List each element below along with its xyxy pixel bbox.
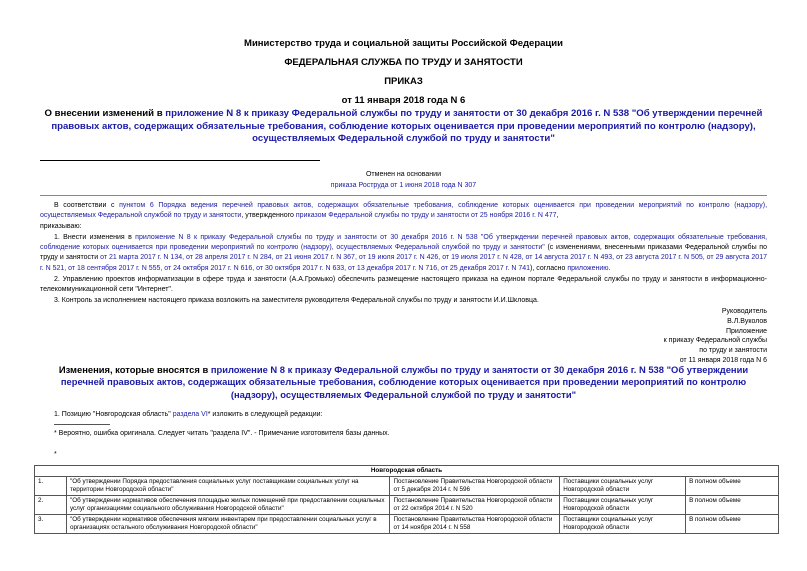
subjects: Поставщики социальных услуг Новгородской области	[560, 515, 686, 534]
preamble-text-1: В соответствии с	[54, 202, 120, 209]
footnote-rule	[54, 424, 110, 425]
preamble-paragraph	[40, 201, 767, 221]
change1-text-1: 1. Позицию "Новгородская область"	[54, 411, 173, 418]
change1-text-2: * изложить в следующей редакции:	[207, 411, 323, 418]
scope: В полном объеме	[686, 496, 779, 515]
item1-text-4: .	[608, 264, 611, 272]
row-number: 3.	[35, 515, 67, 534]
footnote-text: * Вероятно, ошибка оригинала. Следует читать "раздела IV". - Примечание изготовителя базы данных.	[54, 430, 390, 437]
item1-text-3: ), согласно	[530, 264, 568, 272]
ministry-name: Министерство труда и социальной защиты Российской Федерации	[244, 38, 563, 49]
preamble-text-2: , утвержденного	[241, 212, 296, 220]
repeal-note: Отменен на основании	[365, 171, 441, 178]
act-title: "Об утверждении нормативов обеспечения мягким инвентарем при предоставлении социальных услуг в организациях остального обслуживания Новгородской области"	[66, 515, 390, 534]
subject-prefix: О внесении изменений в	[44, 108, 166, 119]
changes-title-link[interactable]: приложение N 8 к приказу Федеральной службы по труду и занятости от 30 декабря 2016 г. N 538 "Об утверждении перечней правовых актов, содержащих обязательные требования, соблюдение которых оценивается при проведении мероприятий по контролю (надзору), осуществляемых Федеральной службой по труду и занятости"	[60, 364, 749, 400]
document-date-number: от 11 января 2018 года N 6	[341, 95, 466, 106]
row-number: 2.	[35, 496, 67, 515]
repeal-link-wrap	[0, 181, 807, 191]
separator-line-2	[40, 195, 767, 196]
change1-link[interactable]: раздела VI	[172, 411, 208, 418]
table-row	[35, 515, 779, 534]
subjects: Поставщики социальных услуг Новгородской области	[560, 496, 686, 515]
item1-link-1[interactable]: приложение N 8 к приказу Федеральной службы по труду и занятости от 30 декабря 2016 г. N 538 "Об утверждении перечней правовых актов, содержащих обязательные требования, соблюдение которых оценивается при проведении мероприятий по контролю (надзору), осуществляемых Федеральной службой по труду и занятости"	[40, 234, 768, 252]
footnote-asterisk: *	[54, 451, 57, 458]
item1-link-2[interactable]: от 21 марта 2017 г. N 134, от 28 апреля 2017 г. N 284, от 21 июня 2017 г. N 367, от 19 июля 2017 г. N 426, от 19 июля 2017 г. N 428, от 14 августа 2017 г. N 493, от 23 августа 2017 г. N 505, от 29 августа 2017 г. N 521, от 18 сентября 2017 г. N 555, от 24 октября 2017 г. N 616, от 30 октября 2017 г. N 633, от 13 декабря 2017 г. N 716, от 25 декабря 2017 г. N 741	[40, 254, 767, 272]
act-details: Постановление Правительства Новгородской области от 14 ноября 2014 г. N 558	[390, 515, 560, 534]
preamble-text-3: ,	[556, 212, 559, 220]
item-3-paragraph: 3. Контроль за исполнением настоящего приказа возложить на заместителя руководителя Федеральной службы по труду и занятости И.И.Шкловца.	[54, 297, 539, 304]
preamble-link-2[interactable]: приказом Федеральной службы по труду и занятости от 25 ноября 2016 г. N 477	[295, 212, 557, 220]
act-details: Постановление Правительства Новгородской области от 5 декабря 2014 г. N 596	[390, 477, 560, 496]
item-1-paragraph	[40, 233, 767, 274]
item1-text-1: 1. Внести изменения в	[54, 234, 136, 241]
item1-text-2: (с изменениями, внесенными приказами Федеральной службы по труду и занятости	[40, 244, 767, 262]
scope: В полном объеме	[686, 477, 779, 496]
act-title: "Об утверждении Порядка предоставления социальных услуг поставщиками социальных услуг на территории Новгородской области"	[66, 477, 390, 496]
document-type: ПРИКАЗ	[384, 76, 423, 87]
item-2-paragraph: 2. Управлению проектов информатизации в сфере труда и занятости (А.А.Громыко) обеспечить размещение настоящего приказа на едином портале Федеральной службы по труду и занятости в информационно-телекоммуникационной сети "Интернет".	[40, 276, 767, 294]
document-subject	[40, 108, 767, 146]
separator-line	[40, 160, 320, 161]
region-table	[34, 465, 779, 534]
appendix-line-3: по труду и занятости	[699, 347, 767, 355]
subject-link[interactable]: приложение N 8 к приказу Федеральной службы по труду и занятости от 30 декабря 2016 г. N 538 "Об утверждении перечней правовых актов, содержащих обязательные требования, соблюдение которых оценивается при проведении мероприятий по контролю (надзору), осуществляемых Федеральной службой по труду и занятости"	[51, 108, 763, 144]
signature-block	[664, 307, 767, 366]
table-region-header-row	[35, 466, 779, 477]
appendix-label: Приложение	[725, 327, 767, 335]
act-details: Постановление Правительства Новгородской области от 22 октября 2014 г. N 520	[390, 496, 560, 515]
subjects: Поставщики социальных услуг Новгородской области	[560, 477, 686, 496]
item1-link-3[interactable]: приложению	[567, 264, 609, 272]
appendix-line-2: к приказу Федеральной службы	[663, 337, 767, 345]
appendix-line-4: от 11 января 2018 года N 6	[679, 356, 767, 364]
act-title: "Об утверждении нормативов обеспечения площадью жилых помещений при предоставлении социальных услуг организациями социального обслуживания Новгородской области"	[66, 496, 390, 515]
signature-role: Руководитель	[721, 308, 767, 315]
order-word: приказываю:	[40, 223, 82, 230]
scope: В полном объеме	[686, 515, 779, 534]
changes-title	[40, 364, 767, 401]
repeal-link[interactable]: приказа Роструда от 1 июня 2018 года N 307	[330, 182, 477, 189]
table-row	[35, 496, 779, 515]
change-1-paragraph	[40, 410, 767, 420]
table-region-header: Новгородская область	[35, 466, 779, 477]
service-name: ФЕДЕРАЛЬНАЯ СЛУЖБА ПО ТРУДУ И ЗАНЯТОСТИ	[284, 57, 523, 68]
signature-name: В.Л.Вуколов	[727, 317, 767, 325]
preamble-link-1[interactable]: пунктом 6 Порядка ведения перечней правовых актов, содержащих обязательные требования, соблюдение которых оценивается при проведении мероприятий по контролю (надзору), осуществляемых Федеральной службой по труду и занятости	[40, 202, 768, 220]
table-row	[35, 477, 779, 496]
row-number: 1.	[35, 477, 67, 496]
changes-title-prefix: Изменения, которые вносятся в	[58, 364, 211, 375]
